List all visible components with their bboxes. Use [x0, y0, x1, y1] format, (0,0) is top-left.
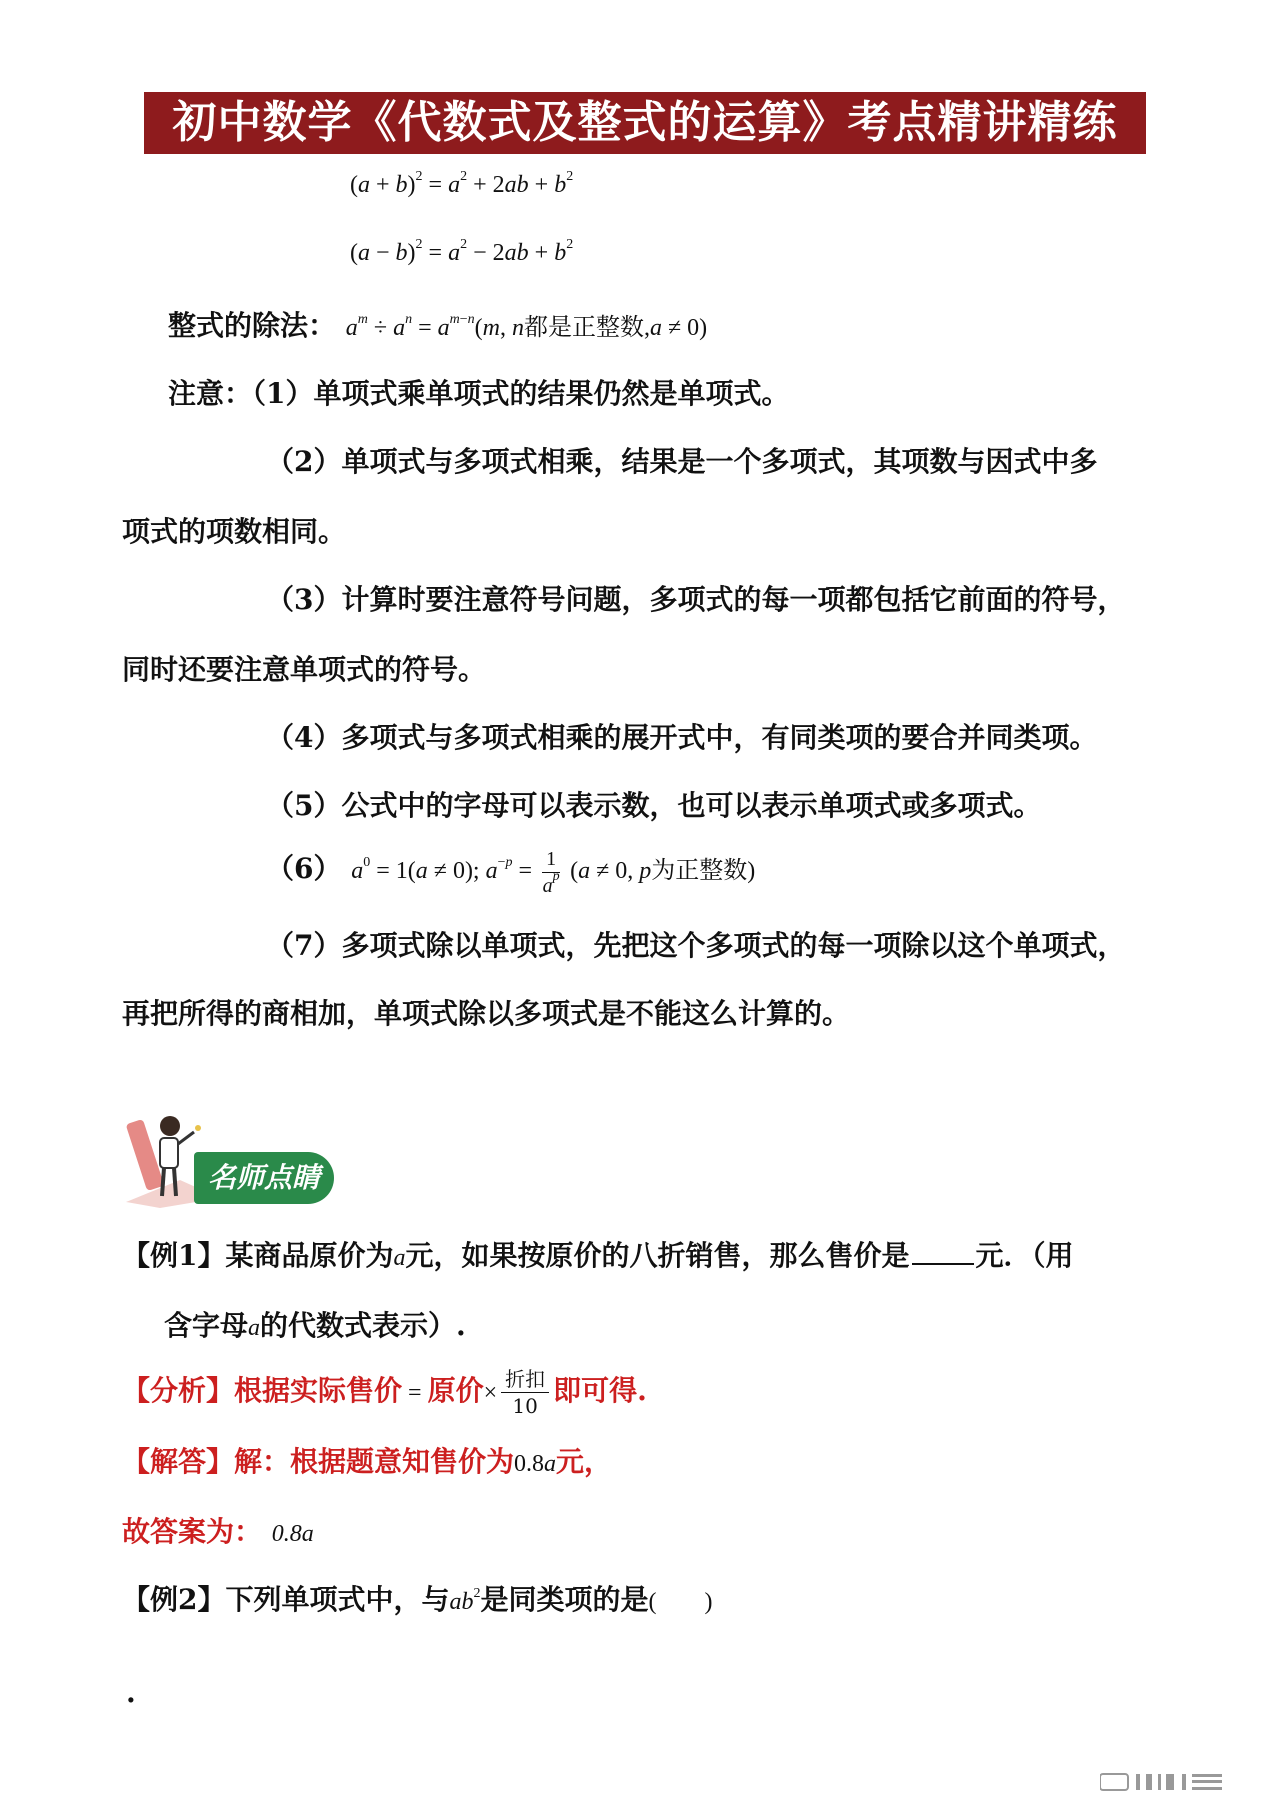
division-rule	[168, 304, 707, 344]
note-6: （6） $a^0 = 1(a \ne 0)$; $a^{-p}$ = $\frac{1}{a^p}$ (a ≠ 0, p为正整数)	[266, 848, 756, 897]
answer-label: 【解答】	[122, 1445, 235, 1478]
note-5: （5）公式中的字母可以表示数，也可以表示单项式或多项式。	[266, 789, 1042, 822]
note-7-line1: （7）多项式除以单项式，先把这个多项式的每一项除以这个单项式，	[266, 929, 1126, 962]
division-label: 整式的除法：	[168, 309, 337, 342]
final-value: 0.8a	[271, 1521, 314, 1547]
note-1: 注意：（1）单项式乘单项式的结果仍然是单项式。	[168, 377, 790, 410]
note-6-formula: $a^0 = 1(a \ne 0)$; $a^{-p}$ = $\frac{1}{a^p}$ (a ≠ 0, p为正整数)	[351, 848, 756, 897]
footer-dot: .	[126, 1676, 136, 1709]
section-badge: 名师点睛	[194, 1152, 334, 1204]
division-formula: $a^m \div a^n = a^{m-n}(m$, n都是正整数,a ≠ 0)	[345, 312, 708, 341]
final-answer	[122, 1510, 314, 1550]
page-title: 初中数学《代数式及整式的运算》考点精讲精练	[144, 92, 1146, 154]
note-7-line2: 再把所得的商相加，单项式除以多项式是不能这么计算的。	[122, 997, 851, 1030]
final-label: 故答案为：	[122, 1515, 263, 1548]
example-2: 【例2】下列单项式中，与$ab^2$是同类项的是( )	[122, 1583, 713, 1616]
formula-square-diff: $(a - b)^2 = a^2 - 2ab + b^2$	[350, 237, 574, 266]
note-3-line2: 同时还要注意单项式的符号。	[122, 653, 487, 686]
analysis: 【分析】根据实际售价 = 原价× $\frac{\text{折扣}}{10}$ 即可得.	[122, 1367, 647, 1418]
note-4: （4）多项式与多项式相乘的展开式中，有同类项的要合并同类项。	[266, 721, 1098, 754]
analysis-label: 【分析】	[122, 1374, 235, 1407]
formula-square-sum: $(a + b)^2 = a^2 + 2ab + b^2$	[350, 169, 574, 198]
note-2-line1: （2）单项式与多项式相乘，结果是一个多项式，其项数与因式中多	[266, 445, 1098, 478]
barcode-icon	[1100, 1770, 1260, 1794]
example-1-line1: 【例1】某商品原价为a元，如果按原价的八折销售，那么售价是 元．（用	[122, 1239, 1074, 1272]
notes-heading: 注意：	[168, 377, 253, 410]
answer: 【解答】解：根据题意知售价为0.8a元，	[122, 1445, 613, 1478]
note-2-line2: 项式的项数相同。	[122, 515, 347, 548]
answer-blank	[912, 1239, 974, 1265]
example-1-line2: 含字母a的代数式表示）.	[164, 1309, 466, 1342]
division-condition: 都是正整数,	[523, 315, 650, 341]
note-3-line1: （3）计算时要注意符号问题，多项式的每一项都包括它前面的符号，	[266, 583, 1126, 616]
